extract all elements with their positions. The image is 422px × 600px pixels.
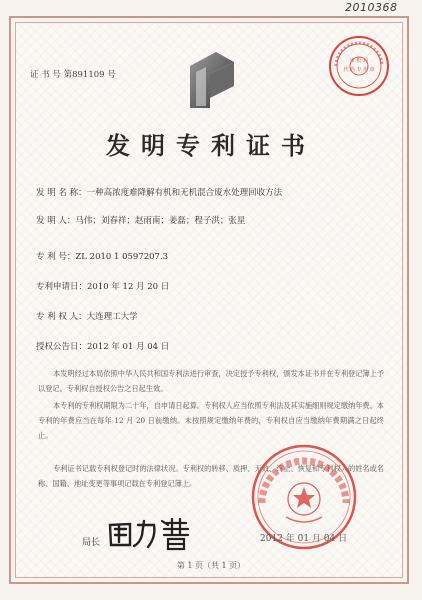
field-inventors xyxy=(36,214,245,226)
field-value: 大连理工大学 xyxy=(86,312,138,322)
director-label: 局长 xyxy=(82,538,101,548)
field-label: 发 明 人： xyxy=(36,216,76,226)
director-signature-icon xyxy=(106,515,192,551)
field-value: ZL 2010 1 0597207.3 xyxy=(75,252,169,262)
field-label: 专利申请日： xyxy=(36,282,88,292)
field-value: 2010 年 12 月 20 日 xyxy=(87,282,170,292)
svg-text:代 码 专 用 章: 代 码 专 用 章 xyxy=(343,67,375,73)
field-label: 专 利 权 人： xyxy=(36,312,87,322)
field-value: 2012 年 01 月 04 日 xyxy=(87,342,170,352)
field-value: 马伟；刘春祥；赵雨南；姜磊；程子洪；张星 xyxy=(75,216,246,226)
field-patent-number xyxy=(36,250,168,262)
field-grant-date xyxy=(36,340,169,352)
seal-date: 2012 年 01 月 04 日 xyxy=(260,534,348,544)
page-number: 第 1 页（共 1 页） xyxy=(176,561,246,570)
field-filing-date xyxy=(36,280,169,292)
paragraph-registration-statement: 专利证书记载专利权登记时的法律状况。专利权的转移、质押、无效、终止、恢复和专利权人的姓名或名称、国籍、地址变更等事项记载在专利登记簿上。 xyxy=(38,464,384,488)
svg-text:审 批 局: 审 批 局 xyxy=(349,58,369,64)
field-patentee xyxy=(36,310,138,322)
field-label: 发 明 名 称： xyxy=(36,188,87,198)
field-label: 授权公告日： xyxy=(36,342,88,352)
page-title: 发明专利证书 xyxy=(106,131,316,160)
certificate-number: 证 书 号 第891109 号 xyxy=(30,70,116,80)
field-invention-name xyxy=(36,186,282,198)
field-label: 专 利 号： xyxy=(36,252,76,262)
paragraph-grant-statement: 本发明经过本局依照中华人民共和国专利法进行审查，决定授予专利权，颁发本证书并在专利登记簿上予以登记。专利权自授权公告之日起生效。 xyxy=(38,369,384,393)
patent-office-logo-icon xyxy=(186,48,238,112)
approval-seal-icon xyxy=(328,35,390,97)
handwritten-number: 2010368 xyxy=(345,1,398,14)
field-value: 一种高浓度难降解有机和无机混合废水处理回收方法 xyxy=(86,188,283,198)
paragraph-term-statement: 本专利的专利权期限为二十年，自申请日起算。专利权人应当依照专利法及其实施细则规定缴纳年费。本专利的年费应当在每年 12 月 20 日前缴纳。未按照规定缴纳年费的，专利权自应当缴纳年费期满之日起终止。 xyxy=(38,401,384,440)
